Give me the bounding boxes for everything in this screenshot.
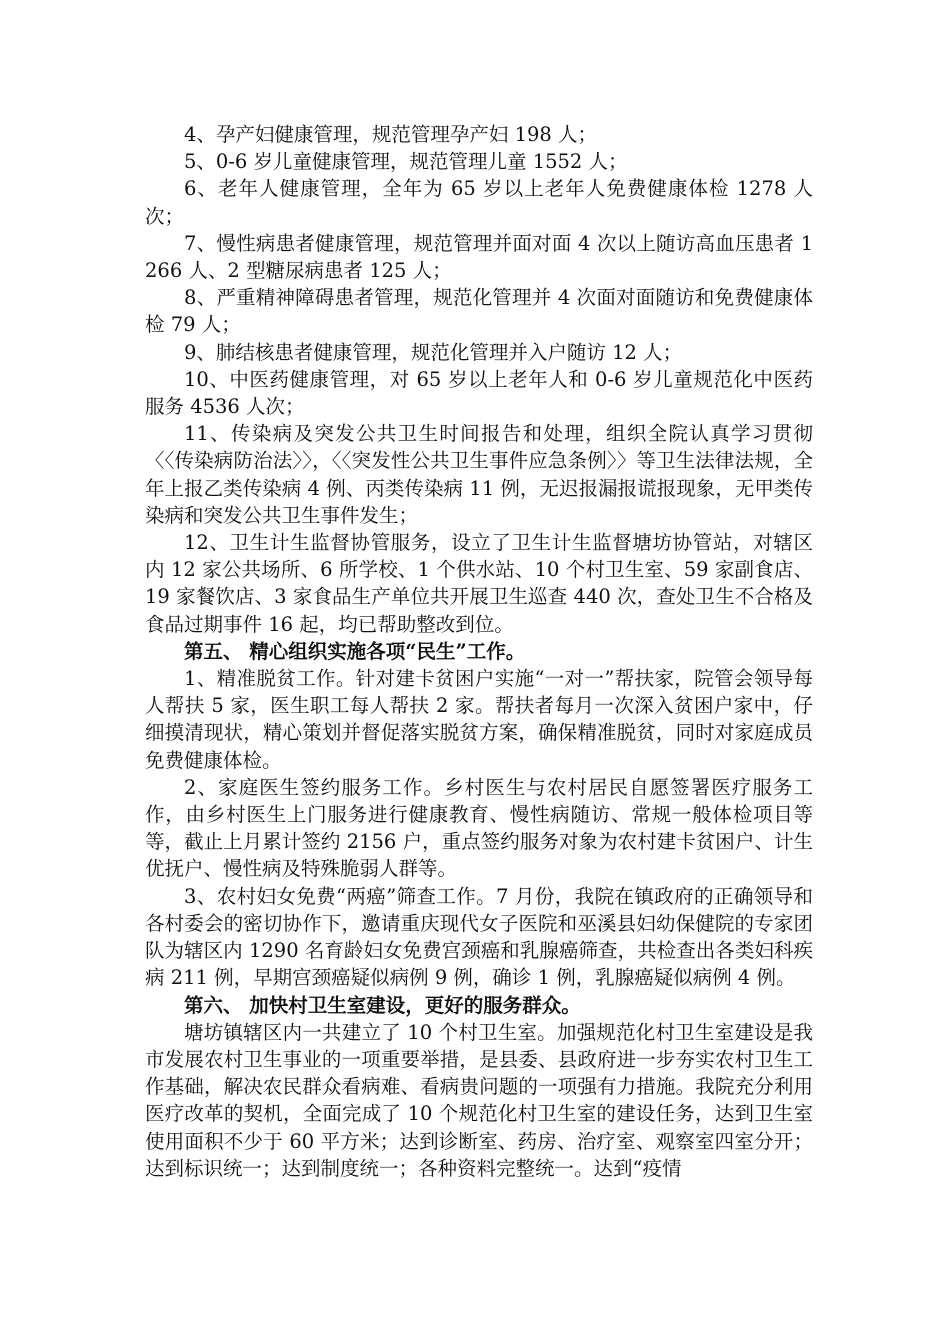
paragraph-infectious-disease: 11、传染病及突发公共卫生时间报告和处理，组织全院认真学习贯彻〈〈传染病防治法〉〉，〈〈突发性公共卫生事件应急条例〉〉等卫生法律法规，全年上报乙类传染病 4 例、丙类传染病 11 例，无迟报漏报谎报现象，无甲类传染病和突发公共卫生事件发生； [145,422,813,527]
paragraph-elderly-health: 6、老年人健康管理，全年为 65 岁以上老年人免费健康体检 1278 人次； [145,177,813,228]
paragraph-poverty-alleviation: 1、精准脱贫工作。针对建卡贫困户实施“一对一”帮扶家，院管会领导每人帮扶 5 家，医生职工每人帮扶 2 家。帮扶者每月一次深入贫困户家中，仔细摸清现状，精心策划并督促落实脱贫方案，确保精准脱贫，同时对家庭成员免费健康体检。 [145,667,813,772]
paragraph-village-clinic: 塘坊镇辖区内一共建立了 10 个村卫生室。加强规范化村卫生室建设是我市发展农村卫生事业的一项重要举措，是县委、县政府进一步夯实农村卫生工作基础，解决农民群众看病难、看病贵问题的一项强有力措施。我院充分利用医疗改革的契机，全面完成了 10 个规范化村卫生室的建设任务，达到卫生室使用面积不少于 60 平方米；达到诊断室、药房、治疗室、观察室四室分开；达到标识统一；达到制度统一；各种资料完整统一。达到“疫情 [145,1020,813,1180]
paragraph-health-supervision: 12、卫生计生监督协管服务，设立了卫生计生监督塘坊协管站，对辖区内 12 家公共场所、6 所学校、1 个供水站、10 个村卫生室、59 家副食店、19 家餐饮店、3 家食品生产单位共开展卫生巡查 440 次，查处卫生不合格及食品过期事件 16 起，均已帮助整改到位。 [145,531,813,636]
paragraph-chronic-disease: 7、慢性病患者健康管理，规范管理并面对面 4 次以上随访高血压患者 1266 人、2 型糖尿病患者 125 人； [145,231,813,283]
paragraph-tuberculosis: 9、肺结核患者健康管理，规范化管理并入户随访 12 人； [184,340,683,364]
paragraph-child-health: 5、0-6 岁儿童健康管理，规范管理儿童 1552 人； [184,150,628,174]
document-page [145,121,813,1182]
paragraph-cancer-screening: 3、农村妇女免费“两癌”筛查工作。7 月份，我院在镇政府的正确领导和各村委会的密切协作下，邀请重庆现代女子医院和巫溪县妇幼保健院的专家团队为辖区内 1290 名育龄妇女免费宫颈癌和乳腺癌筛查，共检查出各类妇科疾病 211 例，早期宫颈癌疑似病例 9 例，确诊 1 例，乳腺癌疑似病例 4 例。 [145,884,813,990]
paragraph-family-doctor: 2、家庭医生签约服务工作。乡村医生与农村居民自愿签署医疗服务工作，由乡村医生上门服务进行健康教育、慢性病随访、常规一般体检项目等等，截止上月累计签约 2156 户，重点签约服务对象为农村建卡贫困户、计生优抚户、慢性病及特殊脆弱人群等。 [145,775,813,881]
paragraph-mental-disorder: 8、严重精神障碍患者管理，规范化管理并 4 次面对面随访和免费健康体检 79 人； [145,286,813,337]
paragraph-maternal-health: 4、孕产妇健康管理，规范管理孕产妇 198 人； [184,123,598,146]
section-heading-five: 第五、 精心组织实施各项“民生”工作。 [184,639,526,663]
section-heading-six: 第六、 加快村卫生室建设，更好的服务群众。 [184,993,581,1017]
paragraph-tcm-health: 10、中医药健康管理，对 65 岁以上老年人和 0-6 岁儿童规范化中医药服务 4536 人次； [145,367,813,419]
